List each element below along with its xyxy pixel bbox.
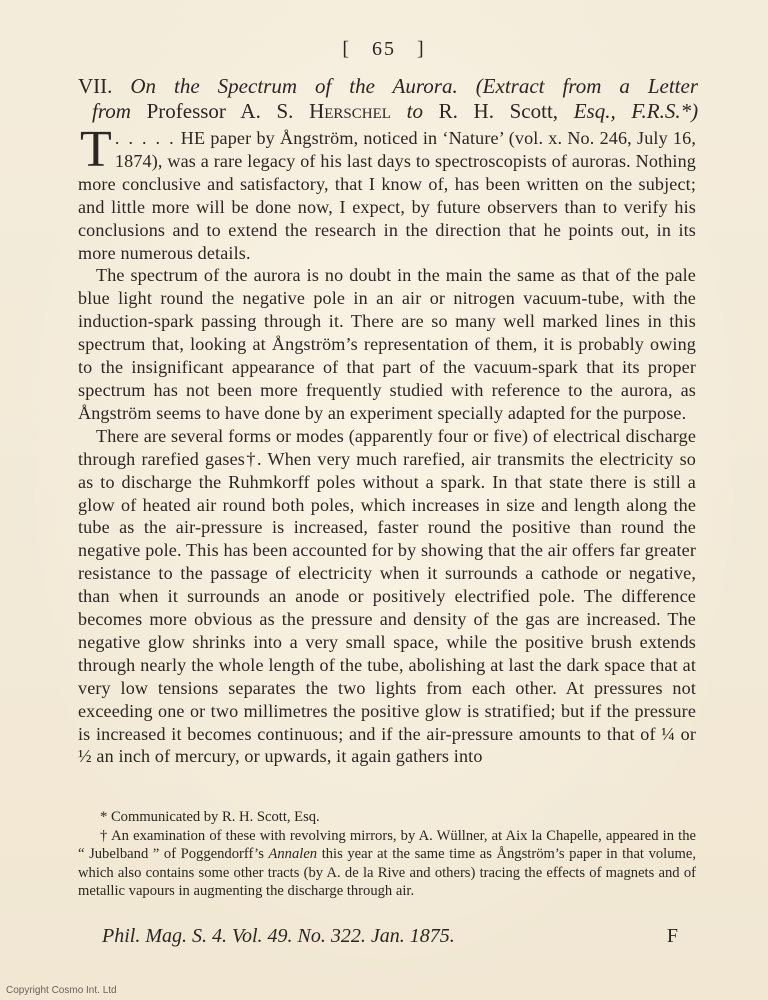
copyright-watermark: Copyright Cosmo Int. Ltd (6, 985, 117, 996)
footnotes (78, 808, 696, 901)
drop-cap: T (80, 121, 112, 178)
title-recipient: R. H. Scott, (438, 99, 559, 123)
paragraph-3: There are several forms or modes (apparently four or five) of electrical discharge through rarefied gases†. When very much rarefied, air transmits the electricity so as to discharge the Ruhmkorff poles without a spark. In that state there is still a glow of heated air round both poles, which increases in size and length along the tube as the air-pressure is increased, faster round the positive than round the negative pole. This has been accounted for by showing that the air offers far greater resistance to the passage of electricity when it surrounds a cathode or negative, than when it surrounds an anode or positively electrified pole. The difference becomes more obvious as the pressure and density of the gas are increased. The negative glow shrinks into a very small space, while the positive brush extends through nearly the whole length of the tube, abolishing at last the dark space that at very low tensions separates the two lights from each other. At pressures not exceeding one or two millimetres the positive glow is stratified; but if the pressure is increased it becomes continuous; and if the air-pressure amounts to that of ¼ or ½ an inch of mercury, or upwards, it again gathers into (78, 425, 696, 767)
title-professor: Professor A. S. (146, 99, 294, 123)
paragraph-1 (78, 121, 696, 264)
page-number: [ 65 ] (342, 38, 426, 60)
title-line-2 (78, 99, 698, 124)
running-foot (102, 925, 696, 948)
footnote-2 (78, 827, 696, 901)
title-to: to (406, 99, 423, 123)
journal-citation: Phil. Mag. S. 4. Vol. 49. No. 322. Jan. 1875. (102, 925, 455, 947)
title-extract: (Extract from a Letter (475, 74, 698, 98)
paragraph-2: The spectrum of the aurora is no doubt in the main the same as that of the pale blue light round the negative pole in an air or nitrogen vacuum-tube, with the induction-spark passing through it. There are so many well marked lines in this spectrum that, looking at Ångström’s representation of them, it is probably owing to the insignificant appearance of that part of the vacuum-spark that its proper spectrum has not been more frequently studied with reference to the aurora, as Ångström seems to have done by an experiment specially adapted for the purpose. (78, 265, 696, 423)
footnote-2-text-b: this year at the same time as Ångström’s paper in that volume, which also contains some other tracts (by A. de la Rive and others) tracing the effects of magnets and of metallic vapours in augmenting the discharge through air. (78, 846, 696, 900)
paragraph-1-text: HE paper by Ångström, noticed in ‘Nature’ (vol. x. No. 246, July 16, 1874), was a rare legacy of his last days to spectroscopists of auroras. Nothing more conclusive and satisfactory, that I know of, has been written on the subject; and little more will be done now, I expect, by future observers than to verify his conclusions and to extend the research in the direction that he points out, in its more numerous details. (78, 128, 696, 263)
title-herschel: Herschel (309, 99, 391, 123)
title-line-1 (78, 74, 698, 99)
title-from: from (92, 99, 131, 123)
footnote-2-annalen: Annalen (268, 846, 318, 863)
lead-dots: . . . . . (114, 128, 176, 148)
footnote-1: * Communicated by R. H. Scott, Esq. (100, 809, 320, 825)
title-esq: Esq., F.R.S.*) (573, 99, 699, 123)
article-title (78, 74, 698, 124)
title-numeral: VII. (78, 74, 113, 98)
article-body (78, 121, 696, 768)
title-main: On the Spectrum of the Aurora. (130, 74, 458, 98)
footnote-2-text-a: † An examination of these with revolving mirrors, by A. Wüllner, at Aix la Chapelle, appeared in the “ Jubelband ” of Poggendorff’s (78, 827, 696, 863)
signature-mark: F (666, 925, 678, 947)
